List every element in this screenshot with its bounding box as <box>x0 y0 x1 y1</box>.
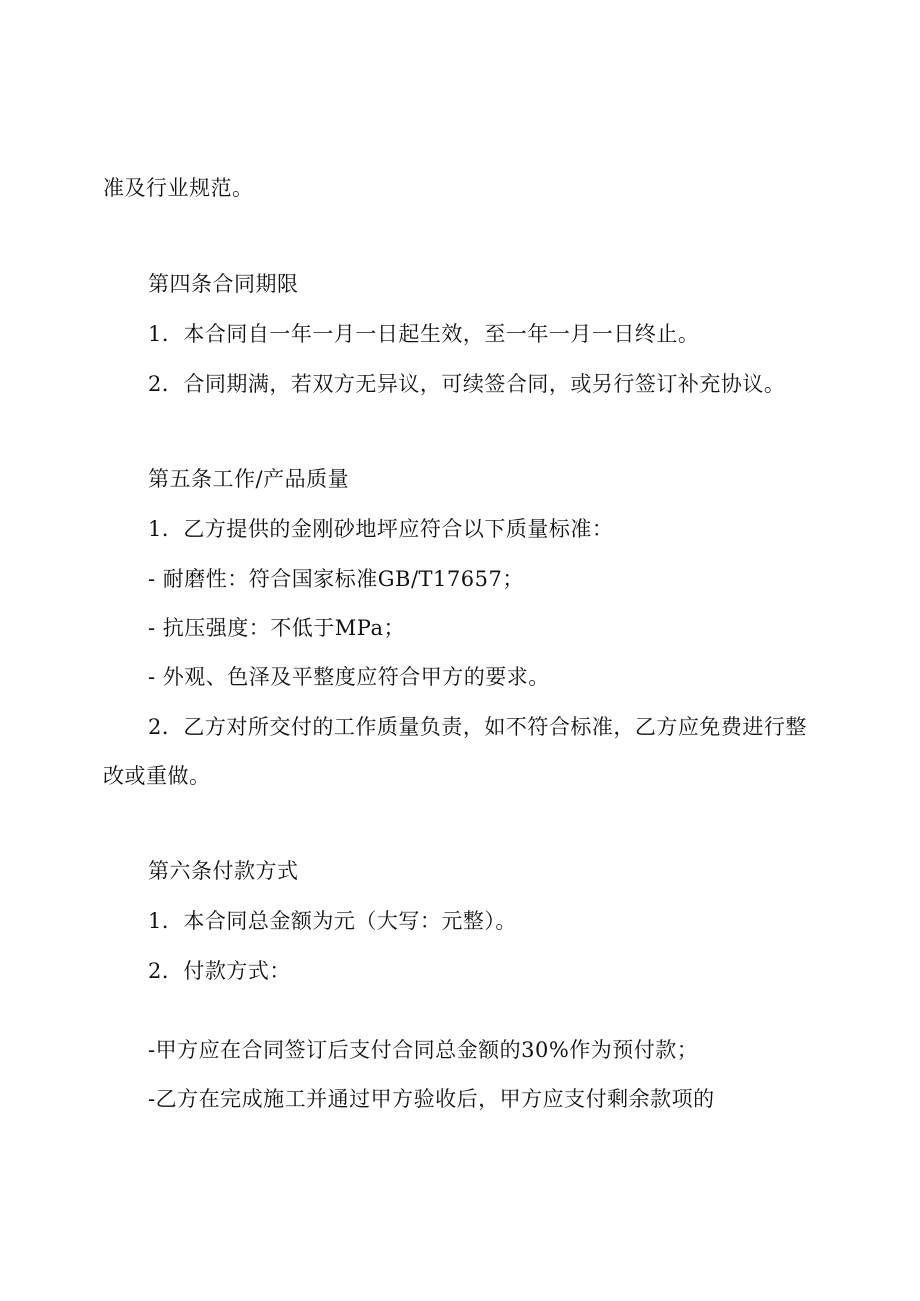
text-line-continuation: 准及行业规范。 <box>103 176 254 200</box>
bullet-remaining-payment: -乙方在完成施工并通过甲方验收后，甲方应支付剩余款项的 <box>148 1087 715 1111</box>
bullet-compressive-strength: - 抗压强度：不低于MPa； <box>148 616 405 640</box>
clause-5-2: 2．乙方对所交付的工作质量负责，如不符合标准，乙方应免费进行整 <box>148 715 807 739</box>
section-heading-article-6: 第六条付款方式 <box>148 859 299 883</box>
clause-4-2: 2．合同期满，若双方无异议，可续签合同，或另行签订补充协议。 <box>148 372 786 396</box>
clause-5-2-continuation: 改或重做。 <box>103 764 211 788</box>
clause-4-1: 1．本合同自一年一月一日起生效，至一年一月一日终止。 <box>148 322 700 346</box>
clause-5-1: 1．乙方提供的金刚砂地坪应符合以下质量标准： <box>148 517 614 541</box>
bullet-advance-payment: -甲方应在合同签订后支付合同总金额的30%作为预付款； <box>148 1038 699 1062</box>
bullet-wear-resistance: - 耐磨性：符合国家标准GB/T17657； <box>148 567 524 591</box>
clause-6-1: 1．本合同总金额为元（大写：元整）。 <box>148 909 517 933</box>
clause-6-2: 2．付款方式： <box>148 959 291 983</box>
section-heading-article-4: 第四条合同期限 <box>148 272 299 296</box>
bullet-appearance: - 外观、色泽及平整度应符合甲方的要求。 <box>148 665 550 689</box>
section-heading-article-5: 第五条工作/产品质量 <box>148 467 350 491</box>
